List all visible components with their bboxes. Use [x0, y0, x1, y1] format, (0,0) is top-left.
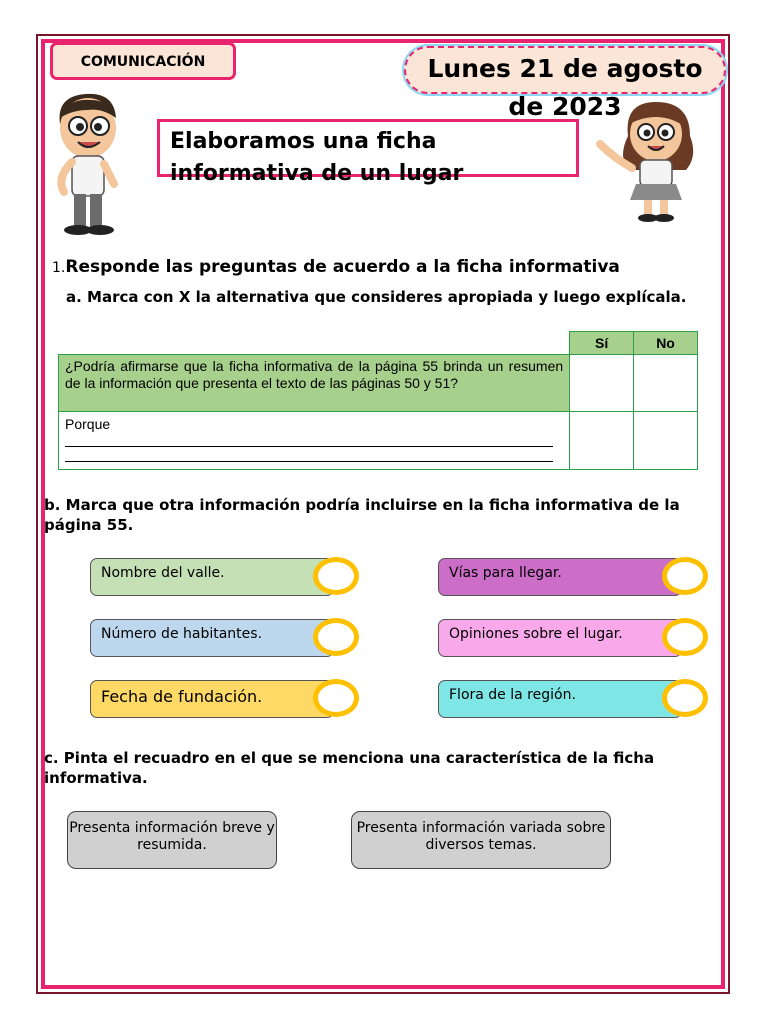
- question-1: [52, 257, 620, 277]
- boy-illustration: [42, 88, 132, 238]
- part-c-instruction: c. Pinta el recuadro en el que se menciona una característica de la ficha informativa.: [44, 749, 655, 787]
- card-varied-topics[interactable]: Presenta información variada sobre diversos temas.: [351, 811, 611, 869]
- option-population-circle[interactable]: [313, 618, 359, 656]
- subject-label: COMUNICACIÓN: [50, 42, 236, 80]
- part-a-instruction: a. Marca con X la alternativa que consideres apropiada y luego explícala.: [66, 288, 687, 306]
- option-founding-date-circle[interactable]: [313, 679, 359, 717]
- option-access-roads-circle[interactable]: [662, 557, 708, 595]
- table-blank-header: [59, 332, 570, 355]
- table-question: ¿Podría afirmarse que la ficha informativa de la página 55 brinda un resumen de la información que presenta el texto de las páginas 50 y 51?: [59, 355, 570, 412]
- option-access-roads: Vías para llegar.: [438, 558, 682, 596]
- option-valley-name-circle[interactable]: [313, 557, 359, 595]
- answer-line-2[interactable]: [65, 447, 553, 462]
- option-opinions-circle[interactable]: [662, 618, 708, 656]
- date-banner: Lunes 21 de agosto de 2023: [404, 46, 726, 94]
- col-yes-header: Sí: [570, 332, 634, 355]
- option-valley-name: Nombre del valle.: [90, 558, 334, 596]
- card-brief-summary[interactable]: Presenta información breve y resumida.: [67, 811, 277, 869]
- because-cell[interactable]: [59, 412, 570, 470]
- option-opinions: Opiniones sobre el lugar.: [438, 619, 682, 657]
- question-1-text: Responde las preguntas de acuerdo a la ficha informativa: [65, 257, 620, 277]
- option-population: Número de habitantes.: [90, 619, 334, 657]
- answer-line-1[interactable]: [65, 432, 553, 447]
- yes-no-table: [58, 331, 698, 470]
- part-b-instruction: b. Marca que otra información podría incluirse en la ficha informativa de la página 55.: [44, 496, 680, 534]
- no-explanation-cell: [634, 412, 698, 470]
- option-founding-date: Fecha de fundación.: [90, 680, 334, 718]
- yes-explanation-cell: [570, 412, 634, 470]
- because-label: Porque: [65, 416, 111, 432]
- yes-checkbox-cell[interactable]: [570, 355, 634, 412]
- option-flora-circle[interactable]: [662, 679, 708, 717]
- no-checkbox-cell[interactable]: [634, 355, 698, 412]
- col-no-header: No: [634, 332, 698, 355]
- girl-illustration: [594, 96, 716, 224]
- activity-title: Elaboramos una ficha informativa de un lugar: [157, 119, 579, 177]
- question-1-number: 1.: [52, 260, 66, 276]
- option-flora: Flora de la región.: [438, 680, 682, 718]
